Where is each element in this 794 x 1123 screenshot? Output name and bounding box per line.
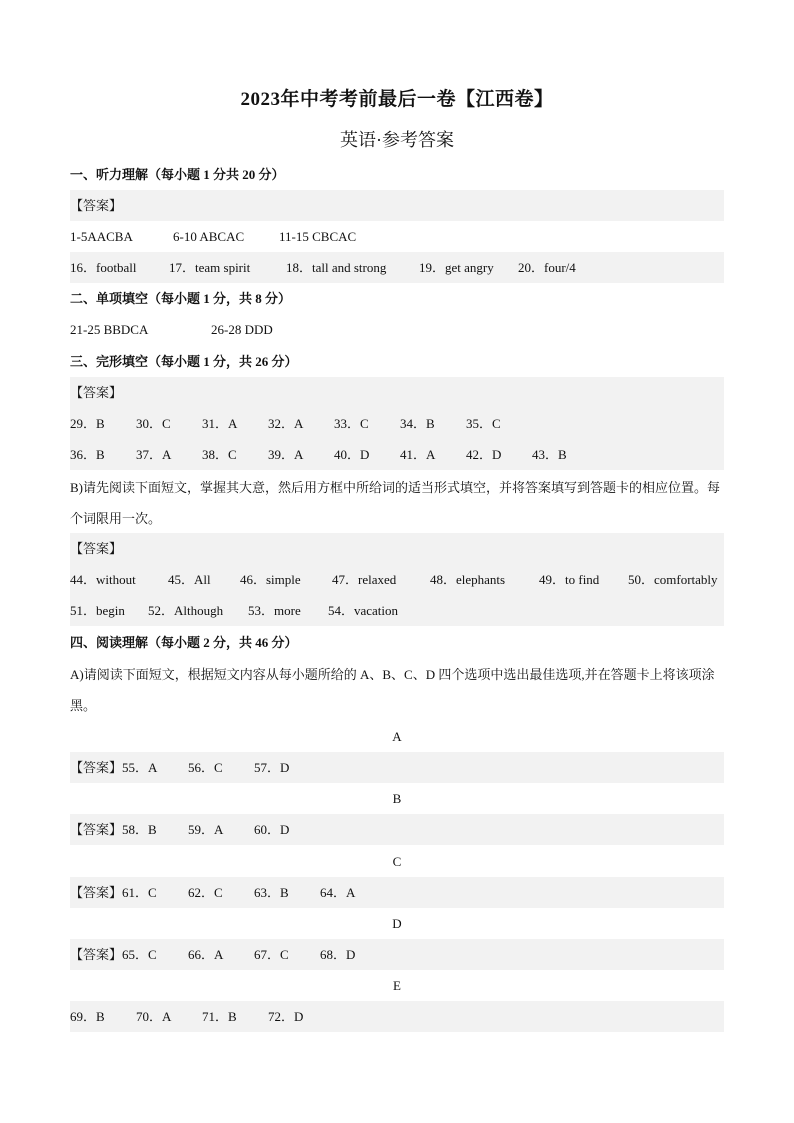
answer-item: 52．Although <box>148 603 224 618</box>
answer-item: 17．team spirit <box>169 260 251 275</box>
section-heading-cloze: 三、完形填空（每小题 1 分，共 26 分） <box>70 354 298 369</box>
page-subtitle: 英语·参考答案 <box>340 130 454 150</box>
answer-item: 34．B <box>400 416 435 431</box>
answer-item: 67．C <box>254 947 289 962</box>
answer-label: 【答案】 <box>70 947 123 962</box>
passage-label: B <box>392 791 402 806</box>
passage-label: D <box>392 916 402 931</box>
answer-item: 66．A <box>188 947 224 962</box>
answer-item: 48．elephants <box>430 572 506 587</box>
answer-row <box>70 252 724 283</box>
answer-item: 44．without <box>70 572 136 587</box>
answer-item: 57．D <box>254 760 290 775</box>
answer-item: 20．four/4 <box>518 260 576 275</box>
answer-row <box>70 408 724 439</box>
answer-item: 58．B <box>122 822 157 837</box>
answer-item: 47．relaxed <box>332 572 397 587</box>
instruction-text: A)请阅读下面短文，根据短文内容从每小题所给的 A、B、C、D 四个选项中选出最佳选项,并在答题卡上将该项涂黑。 <box>70 667 715 713</box>
answer-item: 68．D <box>320 947 356 962</box>
answer-item: 49．to find <box>539 572 600 587</box>
passage-label: A <box>392 729 402 744</box>
answer-item: 36．B <box>70 447 105 462</box>
answer-item: 65．C <box>122 947 157 962</box>
answer-item: 16．football <box>70 260 137 275</box>
answer-item: 33．C <box>334 416 369 431</box>
answer-item: 60．D <box>254 822 290 837</box>
answer-item: 59．A <box>188 822 224 837</box>
answer-row <box>70 752 724 783</box>
answer-item: 6-10 ABCAC <box>173 229 245 244</box>
answer-row <box>70 221 724 252</box>
answer-item: 26-28 DDD <box>211 322 273 337</box>
answer-item: 70．A <box>136 1009 172 1024</box>
answer-item: 29．B <box>70 416 105 431</box>
answer-item: 42．D <box>466 447 502 462</box>
answer-row <box>70 314 724 345</box>
answer-label: 【答案】 <box>70 533 724 564</box>
answer-item: 56．C <box>188 760 223 775</box>
answer-item: 62．C <box>188 885 223 900</box>
answer-item: 19．get angry <box>419 260 494 275</box>
answer-item: 32．A <box>268 416 304 431</box>
instruction-text: B)请先阅读下面短文，掌握其大意，然后用方框中所给词的适当形式填空，并将答案填写到答题卡的相应位置。每个词限用一次。 <box>70 480 721 526</box>
answer-row <box>70 439 724 470</box>
answer-item: 21-25 BBDCA <box>70 322 149 337</box>
section-heading-reading: 四、阅读理解（每小题 2 分，共 46 分） <box>70 635 298 650</box>
answer-label: 【答案】 <box>70 885 123 900</box>
answer-item: 35．C <box>466 416 501 431</box>
answer-row <box>70 595 724 626</box>
answer-item: 55．A <box>122 760 158 775</box>
answer-item: 71．B <box>202 1009 237 1024</box>
answer-item: 40．D <box>334 447 370 462</box>
answer-item: 50．comfortably <box>628 572 718 587</box>
answer-item: 41．A <box>400 447 436 462</box>
answer-item: 11-15 CBCAC <box>279 229 357 244</box>
answer-row <box>70 939 724 970</box>
section-heading-listening: 一、听力理解（每小题 1 分共 20 分） <box>70 167 285 182</box>
answer-item: 63．B <box>254 885 289 900</box>
answer-item: 54．vacation <box>328 603 399 618</box>
section-heading-single-choice: 二、单项填空（每小题 1 分，共 8 分） <box>70 291 292 306</box>
answer-row <box>70 564 724 595</box>
answer-item: 31．A <box>202 416 238 431</box>
answer-row <box>70 814 724 845</box>
page-title: 2023年中考考前最后一卷【江西卷】 <box>240 89 554 110</box>
answer-item: 1-5AACBA <box>70 229 133 244</box>
answer-row <box>70 1001 724 1032</box>
answer-item: 45．All <box>168 572 211 587</box>
answer-label: 【答案】 <box>70 760 123 775</box>
answer-item: 37．A <box>136 447 172 462</box>
passage-label: C <box>392 854 402 869</box>
answer-item: 46．simple <box>240 572 301 587</box>
passage-label: E <box>393 978 401 993</box>
answer-item: 61．C <box>122 885 157 900</box>
answer-label: 【答案】 <box>70 822 123 837</box>
answer-item: 39．A <box>268 447 304 462</box>
answer-item: 43．B <box>532 447 567 462</box>
answer-item: 69．B <box>70 1009 105 1024</box>
answer-item: 51．begin <box>70 603 125 618</box>
answer-item: 38．C <box>202 447 237 462</box>
answer-item: 30．C <box>136 416 171 431</box>
answer-item: 64．A <box>320 885 356 900</box>
answer-item: 72．D <box>268 1009 304 1024</box>
answer-label: 【答案】 <box>70 377 724 408</box>
answer-item: 18．tall and strong <box>286 260 387 275</box>
answer-label: 【答案】 <box>70 190 724 221</box>
answer-item: 53．more <box>248 603 301 618</box>
answer-row <box>70 877 724 908</box>
